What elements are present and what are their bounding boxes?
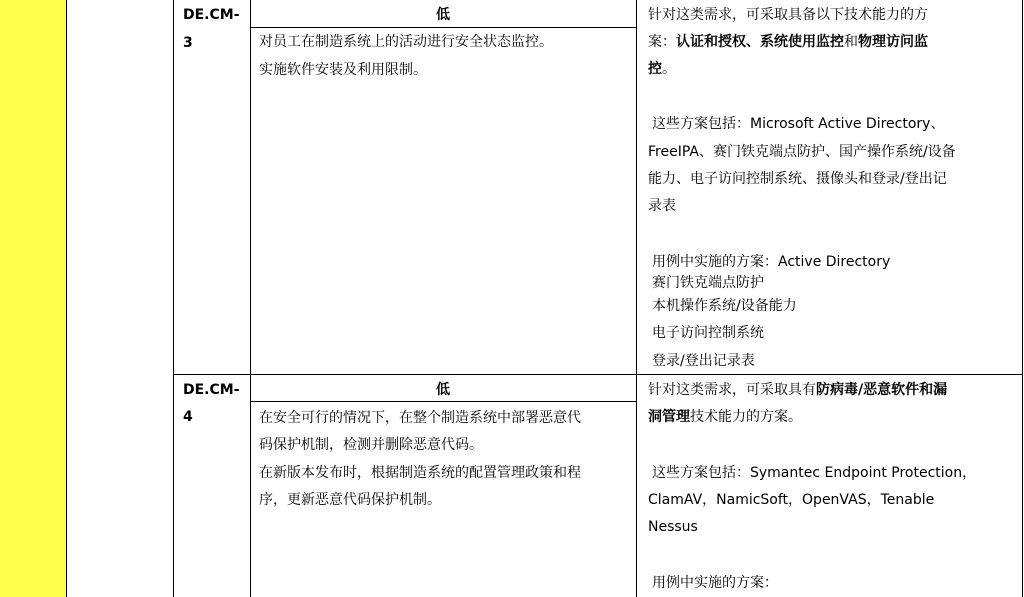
risk-level: 低: [436, 7, 450, 23]
control-id: DE.CM-: [183, 382, 240, 398]
requirement-text: 在新版本发布时，根据制造系统的配置管理政策和程: [259, 465, 581, 481]
solutions-include: 录表: [648, 198, 676, 214]
solution-intro: 洞管理技术能力的方案。: [648, 409, 802, 425]
grid-line: [250, 0, 251, 597]
requirement-text: 实施软件安装及利用限制。: [259, 62, 427, 78]
control-id: 4: [183, 409, 193, 425]
requirement-text: 序，更新恶意代码保护机制。: [259, 492, 441, 508]
control-id: DE.CM-: [183, 7, 240, 23]
risk-level: 低: [436, 382, 450, 398]
use-case: 用例中实施的方案：Active Directory: [652, 254, 891, 270]
row-divider: [173, 374, 1023, 375]
solution-intro: 针对这类需求，可采取具备以下技术能力的方: [648, 7, 928, 23]
solutions-include: 这些方案包括：Symantec Endpoint Protection，: [652, 465, 977, 481]
solutions-include: 这些方案包括：Microsoft Active Directory、: [652, 116, 945, 132]
control-id: 3: [183, 35, 193, 51]
use-case: 电子访问控制系统: [652, 325, 764, 341]
grid-line: [1022, 0, 1023, 597]
requirement-text: 对员工在制造系统上的活动进行安全状态监控。: [259, 34, 553, 50]
level-divider: [250, 401, 636, 402]
use-case: 用例中实施的方案：: [652, 575, 778, 591]
level-divider: [250, 27, 636, 28]
solutions-include: ClamAV，NamicSoft，OpenVAS，Tenable: [648, 492, 935, 508]
grid-line: [173, 0, 174, 597]
requirement-text: 在安全可行的情况下，在整个制造系统中部署恶意代: [259, 410, 581, 426]
solutions-include: FreeIPA、赛门铁克端点防护、国产操作系统/设备: [648, 144, 956, 160]
yellow-side-band: [0, 0, 66, 597]
solution-intro: 针对这类需求，可采取具有防病毒/恶意软件和漏: [648, 382, 948, 398]
solution-intro: 控。: [648, 61, 676, 77]
use-case: 登录/登出记录表: [652, 353, 755, 369]
use-case: 本机操作系统/设备能力: [652, 298, 797, 314]
solution-intro: 案：认证和授权、系统使用监控和物理访问监: [648, 34, 928, 50]
use-case: 赛门铁克端点防护: [652, 275, 764, 291]
solutions-include: Nessus: [648, 519, 698, 535]
grid-line: [66, 0, 67, 597]
solutions-include: 能力、电子访问控制系统、摄像头和登录/登出记: [648, 171, 947, 187]
requirement-text: 码保护机制，检测并删除恶意代码。: [259, 437, 483, 453]
grid-line: [636, 0, 637, 597]
